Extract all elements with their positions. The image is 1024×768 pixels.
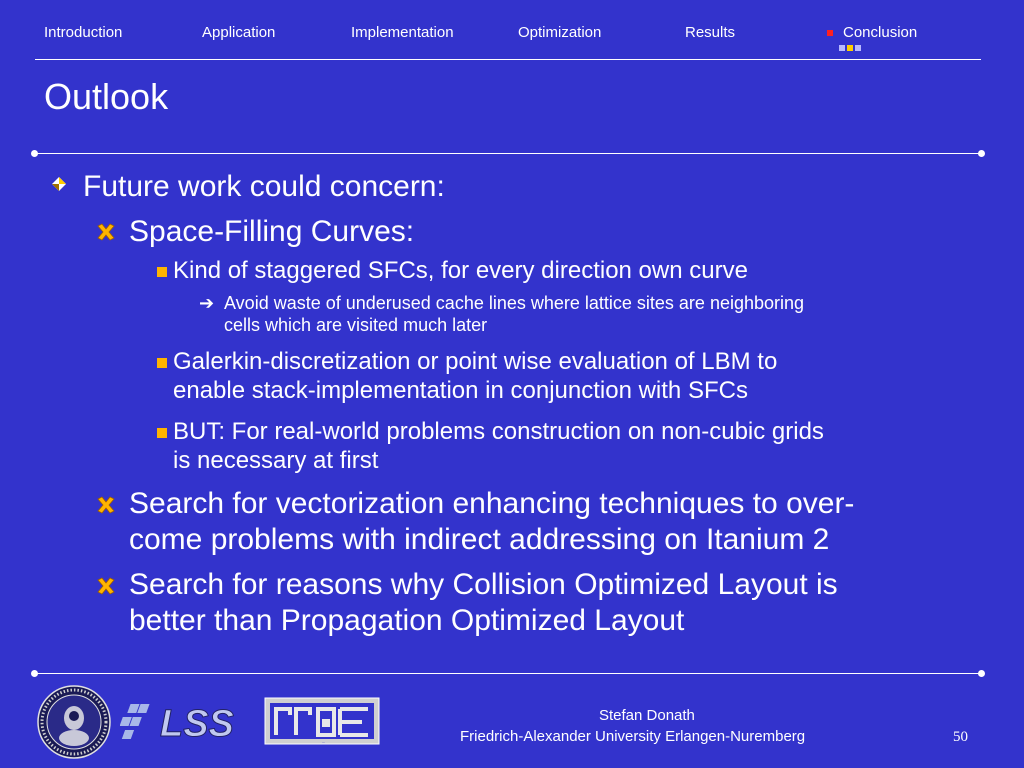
- bullet-galerkin: Galerkin-discretization or point wise evaluation of LBM to enable stack-implementation in conjunction with SFCs: [173, 348, 778, 404]
- arrow-bullet-icon: ➔: [199, 293, 215, 314]
- x-bullet-icon: [96, 495, 116, 515]
- footer-author: Stefan Donath: [599, 707, 695, 724]
- title-divider: [34, 153, 982, 154]
- university-seal-logo: [36, 684, 112, 760]
- nav-conclusion[interactable]: Conclusion: [843, 24, 918, 41]
- bullet-collision-layout: Search for reasons why Collision Optimized Layout is better than Propagation Optimized Layout: [129, 568, 838, 637]
- nav-results[interactable]: Results: [685, 24, 736, 41]
- svg-text:LSS: LSS: [160, 703, 234, 742]
- active-section-marker-icon: [827, 30, 833, 36]
- svg-text:RRZE: RRZE: [322, 743, 325, 744]
- footer-affiliation: Friedrich-Alexander University Erlangen-Nuremberg: [460, 728, 806, 745]
- footer-divider: [34, 673, 982, 674]
- header-rule: [35, 59, 981, 60]
- x-bullet-icon: [96, 576, 116, 596]
- slide-title: Outlook: [44, 76, 169, 117]
- bullet-real-world: BUT: For real-world problems construction on non-cubic grids is necessary at first: [173, 418, 824, 474]
- rrze-logo: [264, 697, 380, 745]
- bullet-staggered-sfcs: Kind of staggered SFCs, for every direction own curve: [173, 257, 748, 284]
- square-bullet-icon: [157, 267, 167, 277]
- lss-logo: [120, 700, 256, 742]
- page-number: 50: [953, 729, 968, 745]
- bullet-avoid-waste: Avoid waste of underused cache lines where lattice sites are neighboring cells which are visited much later: [224, 293, 805, 335]
- bullet-vectorization: Search for vectorization enhancing techniques to over- come problems with indirect addressing on Itanium 2: [129, 487, 855, 556]
- bullet-space-filling-curves: Space-Filling Curves:: [129, 215, 415, 248]
- x-bullet-icon: [96, 222, 116, 242]
- nav-implementation[interactable]: Implementation: [351, 24, 454, 41]
- diamond-bullet-icon: [51, 176, 67, 192]
- square-bullet-icon: [157, 358, 167, 368]
- nav-optimization[interactable]: Optimization: [518, 24, 602, 41]
- nav-introduction[interactable]: Introduction: [44, 24, 123, 41]
- bullet-future-work: Future work could concern:: [83, 170, 445, 203]
- nav-application[interactable]: Application: [202, 24, 276, 41]
- square-bullet-icon: [157, 428, 167, 438]
